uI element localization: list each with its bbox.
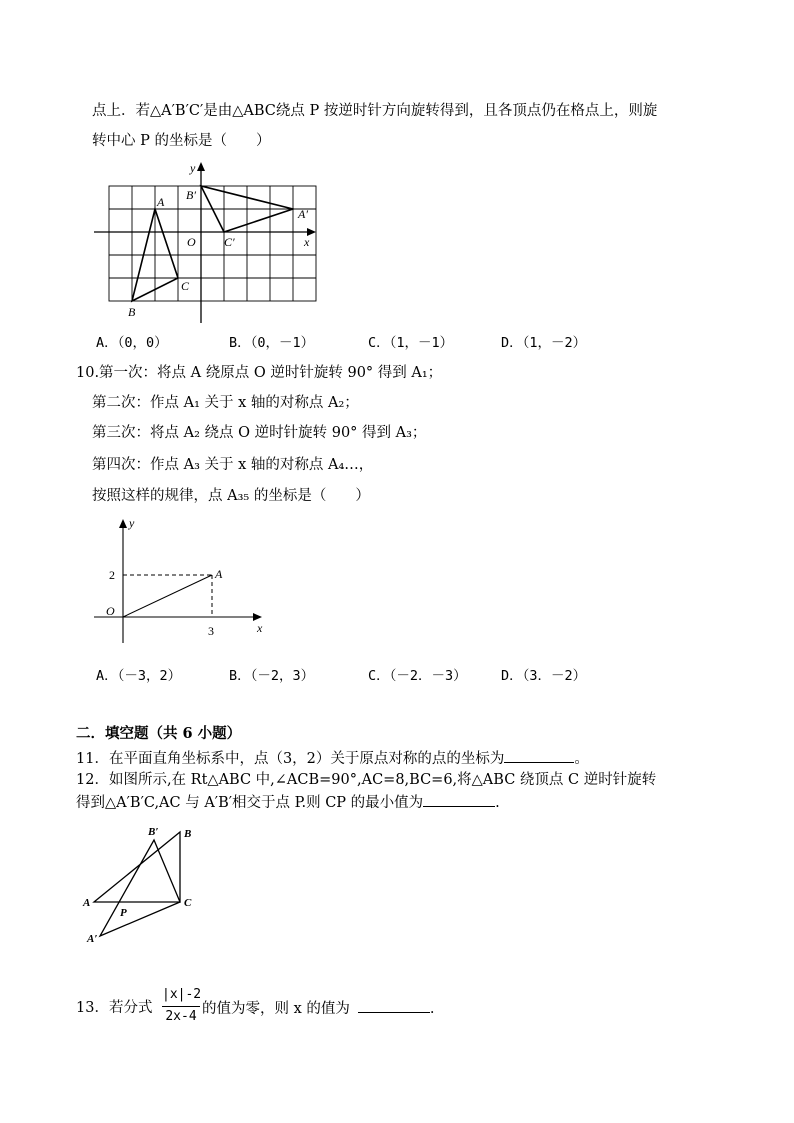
q10-label-x: x [257,621,263,635]
q13-numerator: |x|-2 [162,987,202,1002]
q12-end: . [495,795,500,811]
q10-text-line2: 第二次：作点 A₁ 关于 x 轴的对称点 A₂； [92,395,359,411]
q12-triangle-figure [80,820,210,950]
q9-label-o: O [187,235,196,249]
q10-option-a[interactable]: A．（－3，2） [96,668,182,684]
q9-option-b[interactable]: B．（0，－1） [229,335,315,351]
q10-y-arrow [119,519,127,528]
q12-label-a1: A′ [87,933,98,945]
q10-option-c[interactable]: C．（－2．－3） [368,668,467,684]
q10-x-arrow [253,613,262,621]
q11-question: 11．在平面直角坐标系中，点（3，2）关于原点对称的点的坐标为 [76,751,505,767]
q10-label-o: O [106,604,115,618]
q13-answer-blank[interactable] [358,998,430,1013]
q9-y-arrow [197,162,205,171]
q11-answer-blank[interactable] [504,748,574,763]
q10-segment-oa [123,575,212,617]
q13-prefix: 13．若分式 [76,1000,153,1016]
q13-suffix: 的值为零，则 x 的值为 [202,1001,350,1017]
q12-label-c: C [184,897,192,909]
q11-end: 。 [574,751,589,767]
q9-label-c1: C′ [224,235,235,249]
q12-triangle-abc [94,832,180,902]
q13-denominator: 2x-4 [165,1009,197,1024]
q9-grid-figure [90,158,320,326]
q12-text-line1: 12．如图所示,在 Rt△ABC 中,∠ACB=90°,AC=8,BC=6,将△ABC 绕顶点 C 逆时针旋转 [76,772,657,788]
q10-label-two: 2 [109,568,115,582]
q9-label-b: B [128,305,136,319]
q9-option-a[interactable]: A．（0，0） [96,335,168,351]
q9-option-d[interactable]: D．（1，－2） [501,335,587,351]
q9-text-line2: 转中心 P 的坐标是（ ） [92,133,271,149]
q10-label-y: y [129,516,135,530]
q12-label-b1: B′ [148,826,159,838]
q10-option-b[interactable]: B．（－2，3） [229,668,315,684]
q12-label-b: B [184,828,192,840]
q13-end: . [429,1001,435,1017]
q13-fraction-bar [162,1006,200,1007]
section2-title: 二．填空题（共 6 小题） [76,725,242,742]
q10-text-line5: 按照这样的规律，点 A₃₅ 的坐标是（ ） [92,488,370,504]
q12-answer-blank[interactable] [423,792,495,807]
q10-text-line3: 第三次：将点 A₂ 绕点 O 逆时针旋转 90° 得到 A₃； [92,425,427,441]
q11-text [76,748,589,769]
q12-question: 得到△A′B′C,AC 与 A′B′相交于点 P.则 CP 的最小值为 [76,795,424,811]
q10-option-d[interactable]: D．（3．－2） [501,668,587,684]
q9-label-a: A [157,195,165,209]
q9-label-y: y [190,161,196,175]
q9-grid-lines [109,186,316,301]
q9-label-b1: B′ [186,188,196,202]
q10-axes [94,523,258,643]
q12-label-p: P [120,907,127,919]
q12-text-line2 [76,792,500,813]
q10-text-line1: 10.第一次：将点 A 绕原点 O 逆时针旋转 90° 得到 A₁； [76,365,443,381]
q10-label-a: A [215,567,223,581]
q13-text [202,998,435,1019]
q9-label-a1: A′ [298,207,308,221]
q10-coordinate-figure [90,513,270,645]
q9-option-c[interactable]: C．（1，－1） [368,335,454,351]
q10-label-three: 3 [208,624,214,638]
q9-text-line1: 点上．若△A′B′C′是由△ABC绕点 P 按逆时针方向旋转得到，且各顶点仍在格点上，则旋 [92,103,658,119]
q9-label-x: x [304,235,310,249]
q12-label-a: A [83,897,91,909]
q10-text-line4: 第四次：作点 A₃ 关于 x 轴的对称点 A₄…， [92,457,374,473]
q9-label-c: C [181,279,190,293]
